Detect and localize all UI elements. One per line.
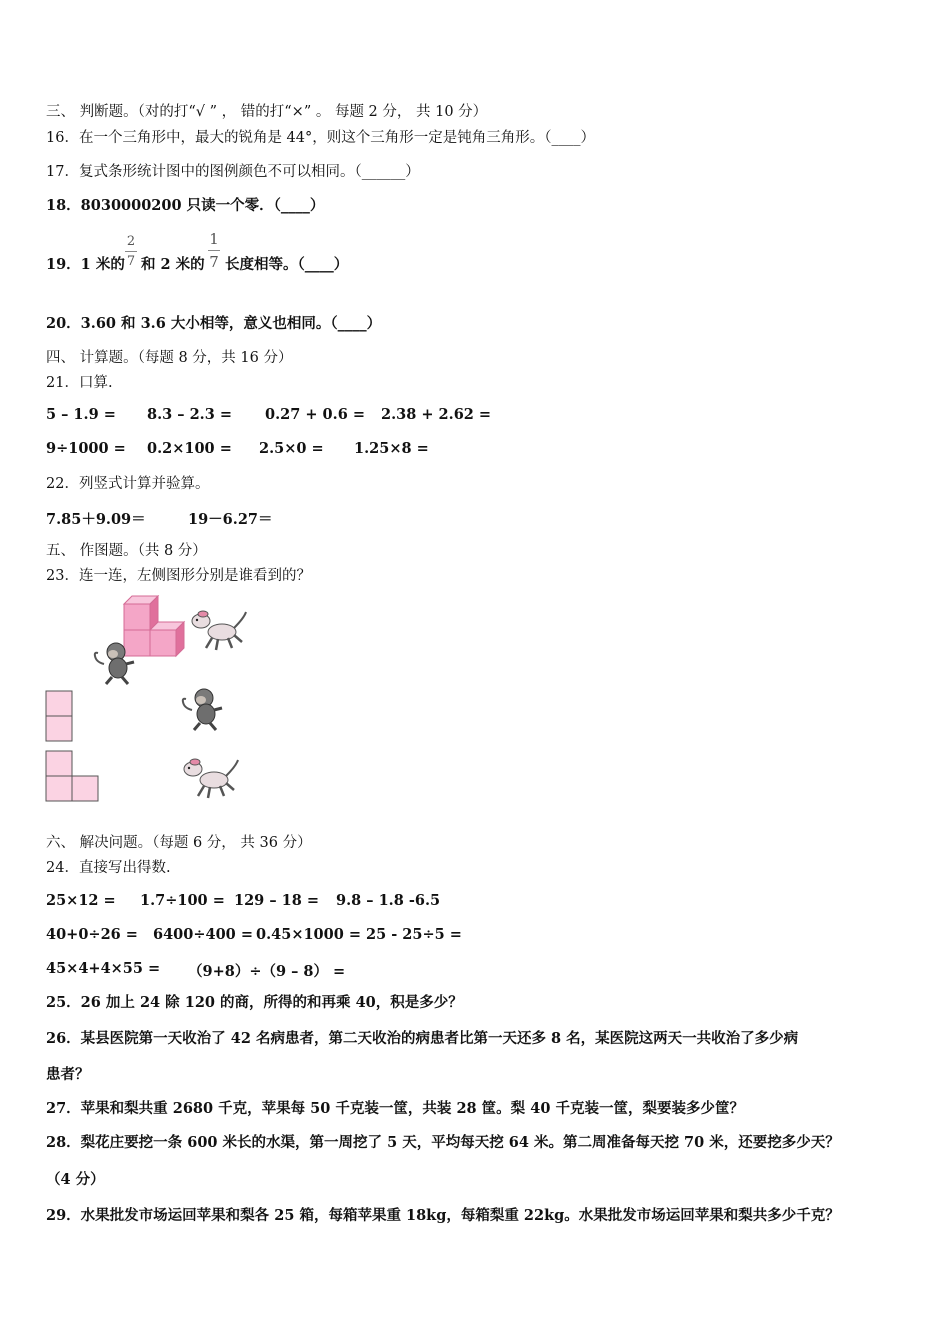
calc-item: （9+8）÷（9 – 8） = xyxy=(188,963,346,980)
calc-item: 19－6.27＝ xyxy=(188,511,273,528)
question-28: 28．梨花庄要挖一条 600 米长的水渠，第一周挖了 5 天，平均每天挖 64 米。第二周准备每天挖 70 米，还要挖多少天？ xyxy=(46,1134,840,1151)
monkey-icon xyxy=(180,686,226,732)
grid-shape-vertical xyxy=(45,690,75,744)
calc-item: 25 - 25÷5 = xyxy=(366,926,462,943)
question-24: 24．直接写出得数. xyxy=(46,860,171,876)
question-25: 25．26 加上 24 除 120 的商，所得的和再乘 40，积是多少？ xyxy=(46,994,463,1011)
calc-item: 45×4+4×55 = xyxy=(46,960,161,977)
question-26: 26．某县医院第一天收治了 42 名病患者，第二天收治的病患者比第一天还多 8 名，某医院这两天一共收治了多少病 xyxy=(46,1030,799,1047)
section6-heading: 六、 解决问题。（每题 6 分， 共 36 分） xyxy=(46,835,312,851)
calc-item: 40+0÷26 = xyxy=(46,926,138,943)
fraction-denominator: 7 xyxy=(209,253,219,271)
section5-heading: 五、 作图题。（共 8 分） xyxy=(46,543,207,559)
question-23: 23．连一连，左侧图形分别是谁看到的？ xyxy=(46,568,311,584)
calc-item: 25×12 = xyxy=(46,892,116,909)
dog-icon xyxy=(188,608,250,654)
fraction-one-seventh xyxy=(208,230,220,271)
question-29: 29．水果批发市场运回苹果和梨各 25 箱，每箱苹果重 18kg，每箱梨重 22kg。水果批发市场运回苹果和梨共多少千克？ xyxy=(46,1207,840,1224)
question-22: 22．列竖式计算并验算。 xyxy=(46,476,210,492)
calc-item: 0.45×1000 = xyxy=(256,926,362,943)
question-21: 21．口算. xyxy=(46,375,113,391)
grid-shape-l xyxy=(45,750,101,804)
calc-item: 8.3 – 2.3 = xyxy=(147,406,232,423)
question-28-score: （4 分） xyxy=(46,1171,105,1188)
calc-item: 2.38 + 2.62 = xyxy=(381,406,492,423)
calc-item: 129 – 18 = xyxy=(234,892,319,909)
fraction-numerator: 2 xyxy=(126,234,136,249)
question-17: 17．复式条形统计图中的图例颜色不可以相同。（______） xyxy=(46,164,420,180)
calc-item: 7.85＋9.09＝ xyxy=(46,511,146,528)
fraction-numerator: 1 xyxy=(209,230,219,248)
calc-item: 1.25×8 = xyxy=(354,440,429,457)
calc-item: 5 – 1.9 = xyxy=(46,406,116,423)
calc-item: 2.5×0 = xyxy=(259,440,324,457)
calc-item: 0.2×100 = xyxy=(147,440,232,457)
calc-item: 1.7÷100 = xyxy=(140,892,225,909)
question-27: 27．苹果和梨共重 2680 千克，苹果每 50 千克装一筐，共装 28 筐。梨 40 千克装一筐，梨要装多少筐？ xyxy=(46,1100,744,1117)
question-20: 20．3.60 和 3.6 大小相等，意义也相同。（____） xyxy=(46,315,382,332)
question-19-part-c: 长度相等。（____） xyxy=(225,256,349,273)
calc-item: 6400÷400 = xyxy=(153,926,253,943)
question-19-part-b: 和 2 米的 xyxy=(141,256,205,273)
section3-heading: 三、 判断题。（对的打“√ ” ， 错的打“×” 。 每题 2 分， 共 10 分） xyxy=(46,104,488,120)
question-16: 16．在一个三角形中，最大的锐角是 44°，则这个三角形一定是钝角三角形。（____） xyxy=(46,130,596,146)
calc-item: 9÷1000 = xyxy=(46,440,126,457)
fraction-two-sevenths xyxy=(125,234,137,269)
calc-item: 0.27 + 0.6 = xyxy=(265,406,365,423)
monkey-icon xyxy=(92,640,138,686)
section4-heading: 四、 计算题。（每题 8 分，共 16 分） xyxy=(46,350,293,366)
question-18: 18．8030000200 只读一个零．（____） xyxy=(46,197,325,214)
question-19-part-a: 19．1 米的 xyxy=(46,256,125,273)
question-26-continued: 患者？ xyxy=(46,1066,90,1083)
calc-item: 9.8 – 1.8 -6.5 xyxy=(336,892,441,909)
fraction-denominator: 7 xyxy=(126,254,136,269)
dog-icon xyxy=(180,756,242,802)
